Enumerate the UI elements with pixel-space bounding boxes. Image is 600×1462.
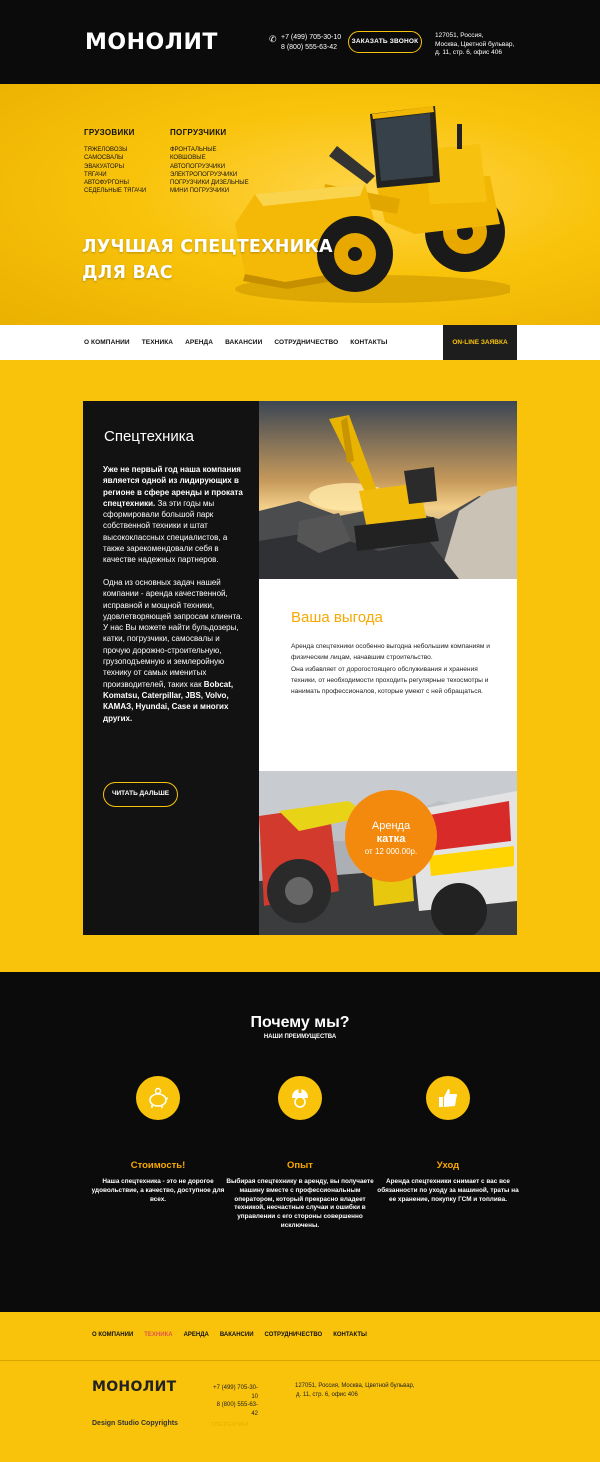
category-link[interactable]: ПОГРУЗЧИКИ ДИЗЕЛЬНЫЕ [170, 180, 249, 187]
footer-faint-text: СПЕЦТЕХНИКА [211, 1422, 249, 1428]
specteh-text [103, 464, 249, 735]
category-title[interactable]: ГРУЗОВИКИ [84, 128, 135, 137]
specteh-card [83, 401, 259, 935]
category-link[interactable]: ТЯГАЧИ [84, 171, 107, 178]
footer-phones [211, 1384, 258, 1418]
benefit-card [259, 579, 517, 771]
worker-helmet-icon [278, 1076, 322, 1120]
header-address [435, 32, 514, 58]
wheel-loader-image [225, 84, 510, 324]
footer-address-line: д. 11, стр. 6, офис 406 [296, 1392, 358, 1398]
footer-nav [0, 1312, 600, 1360]
hero-title-line: ДЛЯ ВАС [82, 263, 173, 283]
rent-badge-price: от 12 000.00р. [364, 847, 418, 856]
footer-logo[interactable]: МОНОЛИТ [92, 1379, 177, 1395]
nav-item-about[interactable]: О КОМПАНИИ [84, 339, 130, 346]
benefit-paragraph: Аренда спецтехники особенно выгодна небольшим компаниям и физическим лицам, начавшим строительство. [291, 643, 490, 662]
benefit-title: Ваша выгода [291, 609, 383, 626]
nav-item-equipment[interactable]: ТЕХНИКА [141, 339, 174, 346]
category-link[interactable]: ФРОНТАЛЬНЫЕ [170, 147, 217, 153]
copyright: Design Studio Copyrights [92, 1420, 178, 1427]
feature-title: Стоимость! [130, 1160, 186, 1171]
site-header [0, 0, 600, 84]
why-title: Почему мы? [250, 1014, 350, 1031]
read-more-button[interactable]: ЧИТАТЬ ДАЛЬШЕ [103, 782, 178, 807]
category-trucks [84, 128, 146, 196]
footer-address-line: 127051, Россия, Москва, Цветной бульвар, [295, 1383, 415, 1389]
thumbs-up-icon [426, 1076, 470, 1120]
feature-experience [225, 1076, 375, 1231]
nav-item-vacancies[interactable]: ВАКАНСИИ [225, 339, 263, 346]
phone-number-2[interactable]: 8 (800) 555-63-42 [281, 44, 338, 51]
specteh-paragraph: Одна из основных задач нашей компании - аренда качественной, исправной и мощной техники, удовлетворяющей запросам клиента. У нас Вы можете найти бульдозеры, катки, погрузчики, самосвалы и прочую дорожно-строительную, грузоподъемную и землеройную технику от самых именитых производителей, таких как [103, 577, 243, 689]
category-link[interactable]: ЭВАКУАТОРЫ [84, 163, 124, 170]
rent-badge-line: Аренда [371, 820, 411, 832]
benefit-paragraph: Она избавляет от дорогостоящего обслуживания и хранения техники, от необходимости проходить регулярные техосмотры и нанимать профессионалов, которые умеют с ней обращаться. [291, 665, 489, 696]
why-subtitle: НАШИ ПРЕИМУЩЕСТВА [263, 1034, 337, 1040]
footer-phone[interactable]: 8 (800) 555-63-42 [216, 1402, 258, 1417]
feature-text: Наша спецтехника - это не дорогое удовольствие, а качество, доступное для всех. [91, 1178, 225, 1203]
category-link[interactable]: САМОСВАЛЫ [84, 155, 124, 162]
footer-nav-equipment[interactable]: ТЕХНИКА [144, 1332, 173, 1338]
piggy-bank-icon [136, 1076, 180, 1120]
feature-cost [83, 1076, 233, 1204]
excavator-image [259, 401, 517, 579]
category-link[interactable]: ЭЛЕКТРОПОГРУЗЧИКИ [170, 171, 238, 178]
phone-icon: ✆ [269, 34, 277, 44]
header-phones [281, 33, 341, 53]
address-line: Москва, Цветной бульвар, [435, 40, 515, 48]
footer-phone[interactable]: +7 (499) 705-30-10 [213, 1385, 258, 1400]
benefit-text [291, 641, 503, 697]
category-title[interactable]: ПОГРУЗЧИКИ [170, 128, 227, 137]
footer-nav-contacts[interactable]: КОНТАКТЫ [333, 1332, 367, 1338]
category-link[interactable]: АВТОПОГРУЗЧИКИ [170, 163, 226, 170]
feature-text: Выбирая спецтехнику в аренду, вы получаете машину вместе с профессиональным оператором, который прекрасно владеет техникой, несчастные случаи и ошибки в управлении с его стороны совершенно исключены. [226, 1178, 374, 1229]
category-link[interactable]: ТЯЖЕЛОВОЗЫ [84, 147, 128, 153]
feature-text: Аренда спецтехники снимает с вас все обязанности по уходу за машиной, траты на ее хранение, покупку ГСМ и топлива. [377, 1178, 519, 1203]
phone-number-1[interactable]: +7 (499) 705-30-10 [281, 34, 342, 41]
order-call-button[interactable]: ЗАКАЗАТЬ ЗВОНОК [348, 31, 422, 53]
nav-item-rent[interactable]: АРЕНДА [185, 339, 214, 346]
category-link[interactable]: СЕДЕЛЬНЫЕ ТЯГАЧИ [84, 188, 147, 195]
online-request-button[interactable]: ON-LINE ЗАЯВКА [443, 325, 517, 360]
nav-item-cooperation[interactable]: СОТРУДНИЧЕСТВО [274, 339, 339, 346]
feature-title: Опыт [287, 1160, 313, 1171]
rent-roller-badge[interactable] [345, 790, 437, 882]
address-line: д. 11, стр. 6, офис 406 [435, 49, 502, 56]
specteh-brands: Bobcat, Komatsu, Caterpillar, JBS, Volvo, КАМАЗ, Hyundai, Case и многих других. [103, 679, 234, 723]
feature-care [373, 1076, 523, 1204]
nav-item-contacts[interactable]: КОНТАКТЫ [350, 339, 388, 346]
footer-nav-about[interactable]: О КОМПАНИИ [92, 1332, 134, 1338]
category-loaders [170, 128, 249, 196]
footer-nav-vacancies[interactable]: ВАКАНСИИ [219, 1332, 254, 1338]
specteh-lead: Уже не первый год наша компания является одной из лидирующих в регионе в сфере аренды и проката спецтехники. [103, 465, 243, 508]
category-link[interactable]: КОВШОВЫЕ [170, 155, 206, 162]
footer-nav-rent[interactable]: АРЕНДА [183, 1332, 209, 1338]
category-link[interactable]: МИНИ ПОГРУЗЧИКИ [170, 188, 230, 195]
address-line: 127051, Россия, [435, 32, 484, 39]
hero-title-line: ЛУЧШАЯ СПЕЦТЕХНИКА [82, 237, 333, 257]
hero-banner [0, 84, 600, 325]
footer-address [295, 1382, 415, 1400]
feature-title: Уход [436, 1160, 460, 1171]
hero-title [82, 234, 333, 286]
specteh-title: Спецтехника [104, 428, 194, 445]
category-link[interactable]: АВТОФУРГОНЫ [84, 180, 129, 187]
site-logo[interactable]: МОНОЛИТ [85, 30, 218, 55]
rent-badge-line: катка [376, 833, 406, 845]
footer-nav-cooperation[interactable]: СОТРУДНИЧЕСТВО [264, 1332, 323, 1338]
why-us-section [0, 972, 600, 1312]
specteh-paragraph: За эти годы мы сформировали большой парк собственной техники и штат высококлассных специалистов, а также зарекомендовали себя в качестве надежных партнеров. [103, 498, 228, 565]
site-footer [0, 1361, 600, 1462]
